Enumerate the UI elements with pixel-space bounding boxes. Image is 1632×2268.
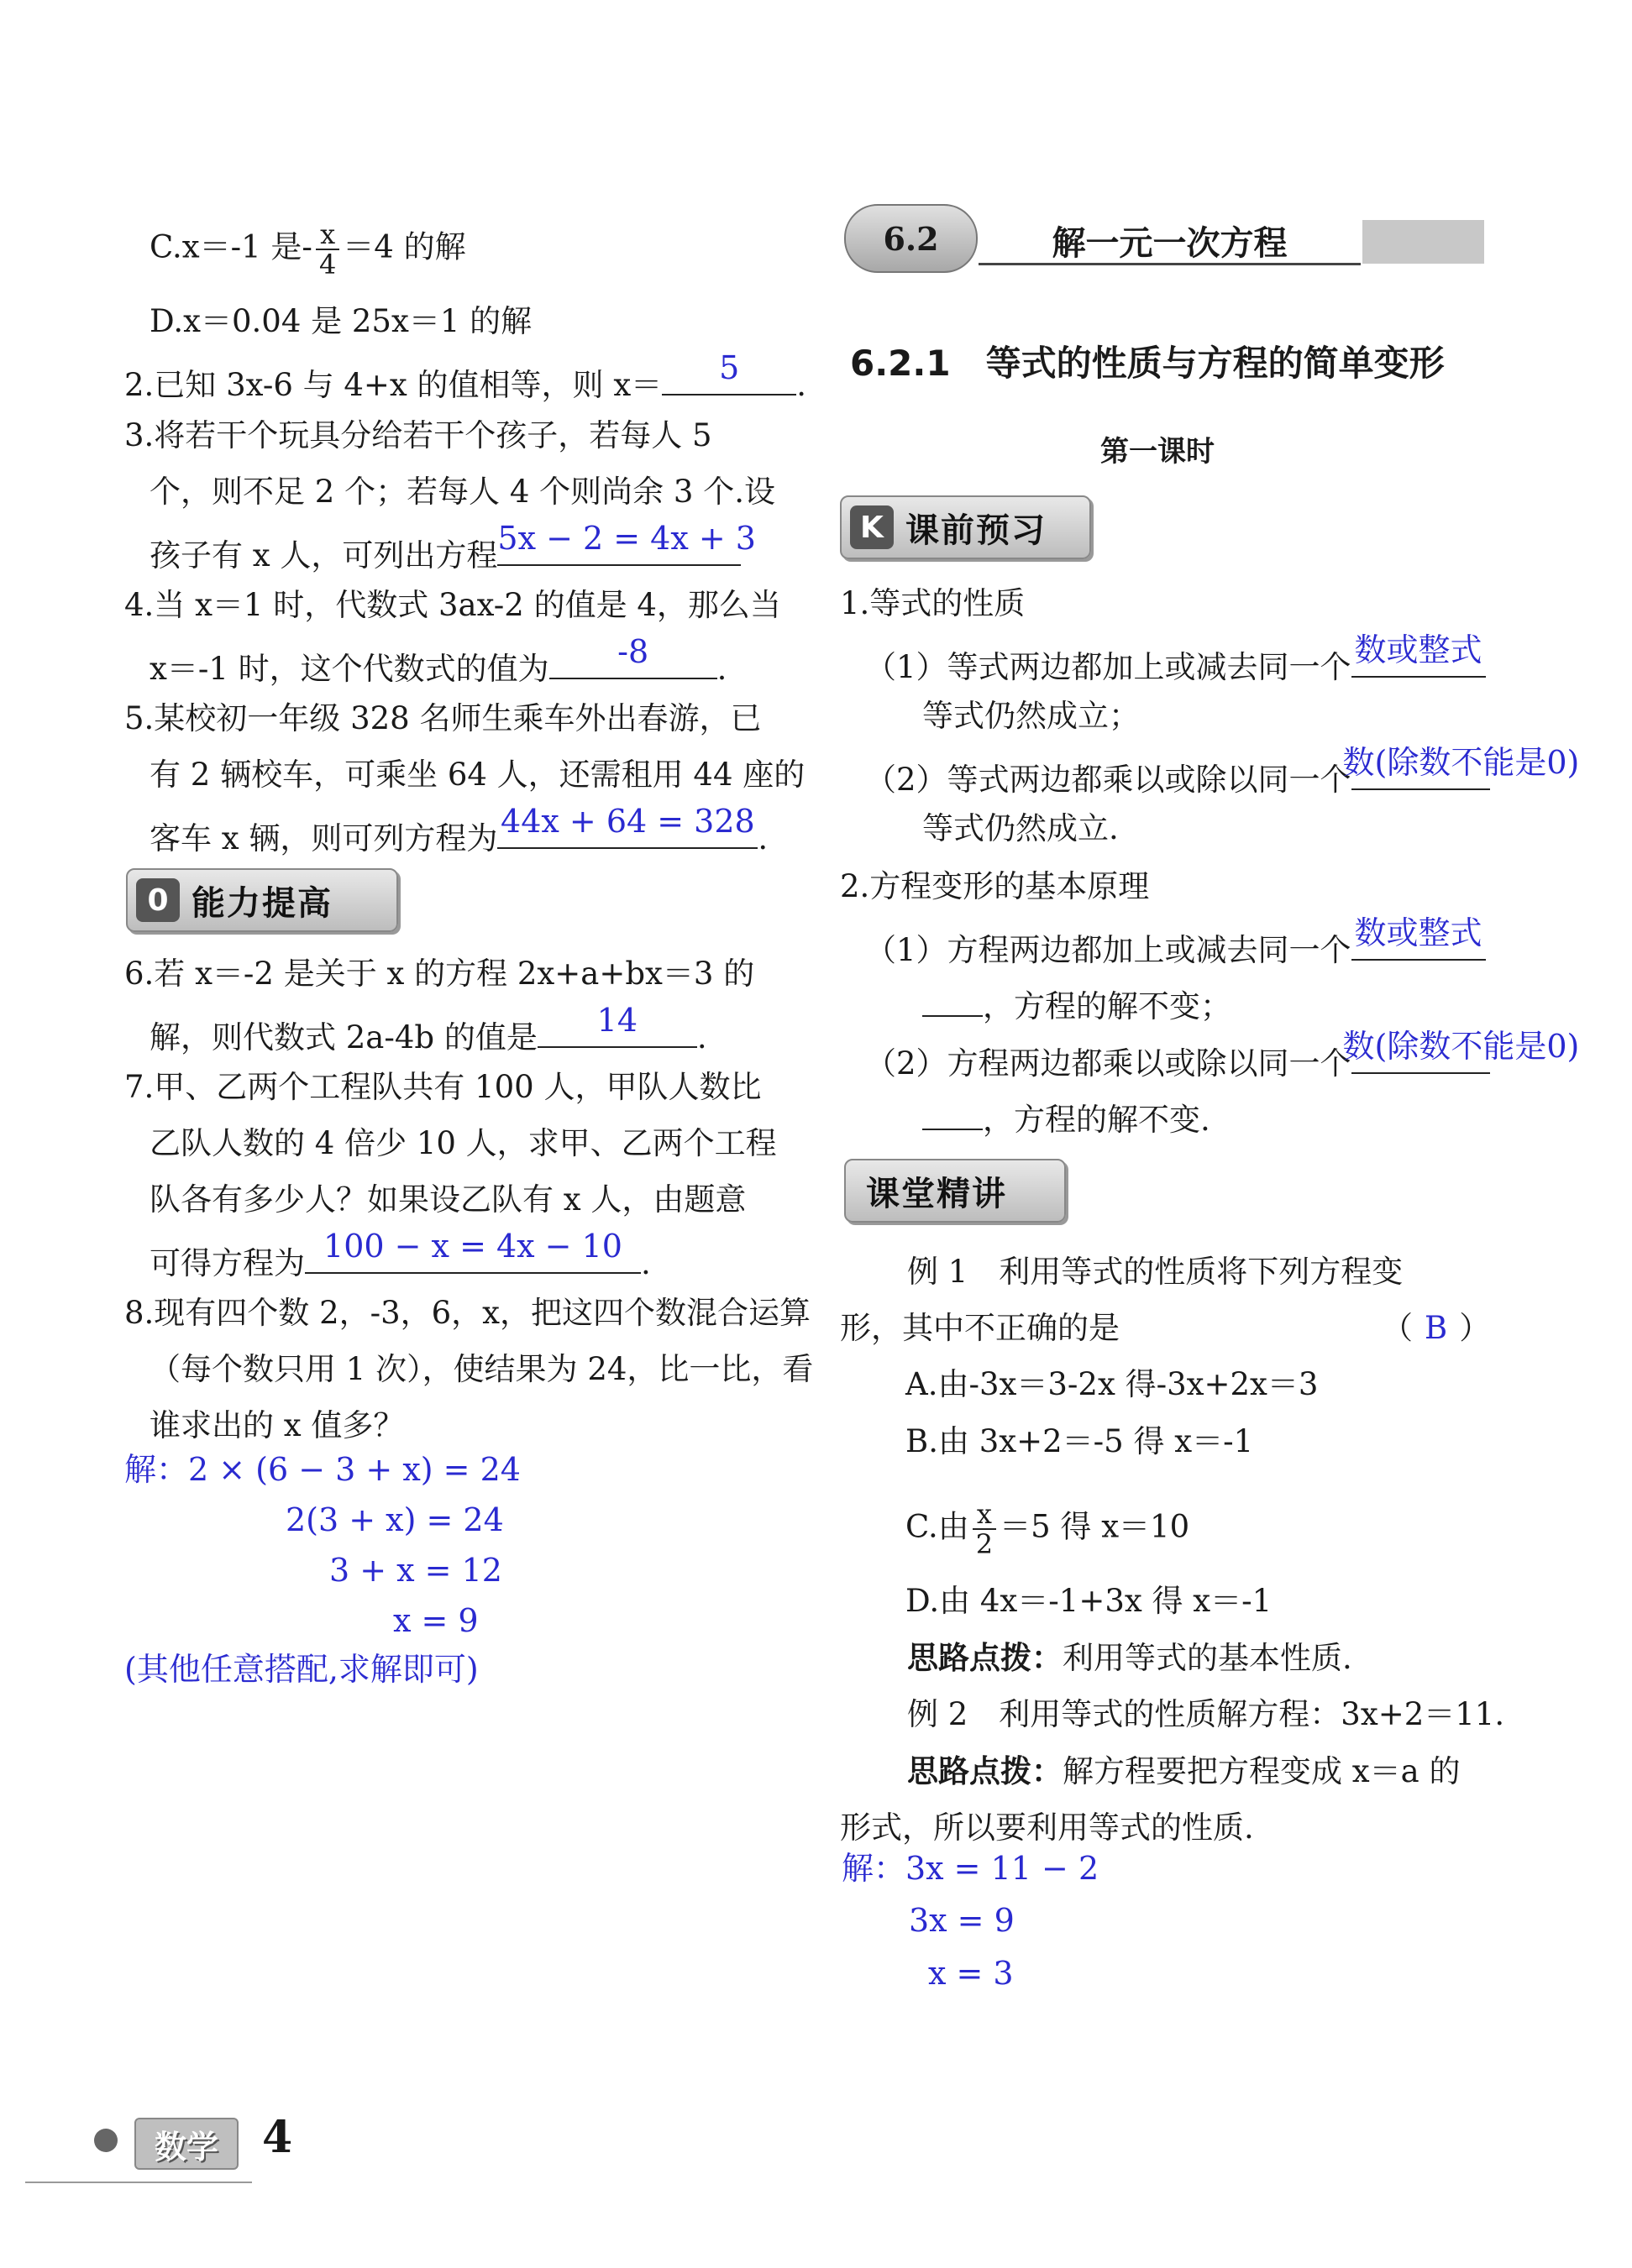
example-1-option-c: C.由 $\frac{x}{2}$ ＝5 得 x＝10	[905, 1498, 1190, 1560]
preview-item-2b: （2）方程两边都乘以或除以同一个 数(除数不能是0)	[865, 1028, 1580, 1082]
answer-blank[interactable]	[922, 1092, 983, 1130]
question-3-line-2: 个，则不足 2 个；若每人 4 个则尚余 3 个.设	[150, 474, 775, 510]
preview-item-2b-cont: ，方程的解不变.	[922, 1092, 1210, 1141]
preview-item-1b-cont: 等式仍然成立.	[922, 810, 1119, 846]
example-1-line-2: 形，其中不正确的是	[840, 1310, 1120, 1346]
question-4-line-2: x＝-1 时，这个代数式的值为 -8 .	[150, 633, 727, 687]
section-banner-ability: 0 能力提高	[126, 868, 398, 932]
answer-blank[interactable]	[922, 978, 983, 1017]
hint-1: 思路点拨：利用等式的基本性质.	[907, 1640, 1352, 1676]
lesson-title: 第一课时	[1100, 435, 1215, 469]
question-8-line-1: 8.现有四个数 2，-3，6，x，把这四个数混合运算	[124, 1295, 811, 1331]
fraction: $\frac{x}{4}$	[316, 220, 339, 279]
section-title-bar	[1362, 220, 1484, 264]
example-1-answer: （ B ）	[1382, 1310, 1491, 1346]
section-banner-preview: K 课前预习	[840, 495, 1091, 559]
preview-item-2a-cont: ，方程的解不变；	[922, 978, 1231, 1028]
hint-2-cont: 形式，所以要利用等式的性质.	[840, 1810, 1254, 1846]
fraction: $\frac{x}{2}$	[973, 1500, 996, 1558]
preview-item-1b: （2）等式两边都乘以或除以同一个 数(除数不能是0)	[865, 744, 1580, 798]
banner-tag-icon: 0	[136, 878, 180, 922]
banner-k-icon: K	[850, 505, 894, 549]
example-1-option-d: D.由 4x＝-1+3x 得 x＝-1	[905, 1583, 1273, 1619]
example-1-option-a: A.由-3x＝3-2x 得-3x+2x＝3	[905, 1366, 1319, 1402]
question-5-line-3: 客车 x 辆，则可列方程为 44x + 64 = 328 .	[150, 803, 769, 856]
question-8-line-3: 谁求出的 x 值多？	[150, 1407, 405, 1443]
section-banner-lecture: 课堂精讲	[844, 1159, 1066, 1223]
q1-option-c: C.x＝-1 是- $\frac{x}{4}$ ＝4 的解	[150, 218, 466, 280]
question-6-line-2: 解，则代数式 2a-4b 的值是 14 .	[150, 1002, 707, 1055]
question-7-line-4: 可得方程为 100 − x = 4x − 10 .	[150, 1228, 651, 1281]
hint-2: 思路点拨：解方程要把方程变成 x＝a 的	[907, 1753, 1461, 1789]
preview-item-2a: （1）方程两边都加上或减去同一个 数或整式	[865, 922, 1486, 972]
example-1-option-b: B.由 3x+2＝-5 得 x＝-1	[905, 1423, 1254, 1459]
answer-blank[interactable]: 14	[538, 1009, 697, 1048]
question-3-line-1: 3.将若干个玩具分给若干个孩子，若每人 5	[124, 417, 712, 453]
preview-item-1a-cont: 等式仍然成立；	[922, 698, 1140, 734]
question-7-line-1: 7.甲、乙两个工程队共有 100 人，甲队人数比	[124, 1069, 762, 1105]
question-8-line-2: （每个数只用 1 次），使结果为 24，比一比，看	[150, 1351, 814, 1387]
answer-blank[interactable]: 44x + 64 = 328	[497, 810, 758, 849]
question-4-line-1: 4.当 x＝1 时，代数式 3ax-2 的值是 4，那么当	[124, 587, 781, 623]
preview-item-2: 2.方程变形的基本原理	[840, 868, 1150, 904]
question-5-line-1: 5.某校初一年级 328 名师生乘车外出春游，已	[124, 700, 762, 736]
example-2: 例 2 利用等式的性质解方程：3x+2＝11.	[907, 1696, 1505, 1732]
answer-blank[interactable]: -8	[549, 641, 717, 679]
solution-line-3: 3 + x = 12	[329, 1552, 502, 1589]
answer-blank[interactable]: 100 − x = 4x − 10	[305, 1235, 641, 1274]
example-1-line-1: 例 1 利用等式的性质将下列方程变	[907, 1254, 1404, 1290]
section-title: 解一元一次方程	[979, 217, 1361, 265]
q1-option-d: D.x＝0.04 是 25x＝1 的解	[150, 303, 533, 339]
solution-line-2: 2(3 + x) = 24	[286, 1501, 504, 1538]
example-2-solution-3: x = 3	[928, 1955, 1014, 1992]
solution-line-1: 解：2 × (6 − 3 + x) = 24	[124, 1451, 521, 1488]
answer-blank[interactable]: 5x − 2 = 4x + 3	[497, 527, 741, 566]
solution-line-4: x = 9	[393, 1602, 479, 1639]
question-7-line-3: 队各有多少人？如果设乙队有 x 人，由题意	[150, 1181, 747, 1218]
footer-rule	[25, 2182, 252, 2183]
question-5-line-2: 有 2 辆校车，可乘坐 64 人，还需租用 44 座的	[150, 757, 806, 793]
question-3-line-3: 孩子有 x 人，可列出方程 5x − 2 = 4x + 3	[150, 520, 756, 574]
page-number: 4	[262, 2112, 293, 2163]
example-2-solution-2: 3x = 9	[909, 1902, 1015, 1939]
preview-item-1: 1.等式的性质	[840, 585, 1026, 621]
question-2: 2.已知 3x-6 与 4+x 的值相等，则 x＝ 5 .	[124, 349, 806, 403]
question-6-line-1: 6.若 x＝-2 是关于 x 的方程 2x+a+bx＝3 的	[124, 956, 755, 992]
example-2-solution-1: 解：3x = 11 − 2	[842, 1850, 1099, 1887]
preview-item-1a: （1）等式两边都加上或减去同一个 数或整式	[865, 639, 1486, 689]
answer-blank[interactable]: 数(除数不能是0)	[1351, 752, 1490, 790]
answer-blank[interactable]: 5	[662, 357, 796, 395]
answer-blank[interactable]: 数或整式	[1351, 639, 1486, 678]
answer-blank[interactable]: 数(除数不能是0)	[1351, 1035, 1490, 1074]
question-7-line-2: 乙队人数的 4 倍少 10 人，求甲、乙两个工程	[150, 1125, 777, 1161]
footer-dot-icon	[94, 2129, 118, 2152]
solution-note: (其他任意搭配,求解即可)	[124, 1651, 479, 1688]
footer-subject-badge: 数学	[134, 2118, 239, 2170]
subsection-title: 6.2.1 等式的性质与方程的简单变形	[850, 343, 1445, 384]
section-number-badge: 6.2	[844, 204, 978, 273]
answer-blank[interactable]: 数或整式	[1351, 922, 1486, 961]
